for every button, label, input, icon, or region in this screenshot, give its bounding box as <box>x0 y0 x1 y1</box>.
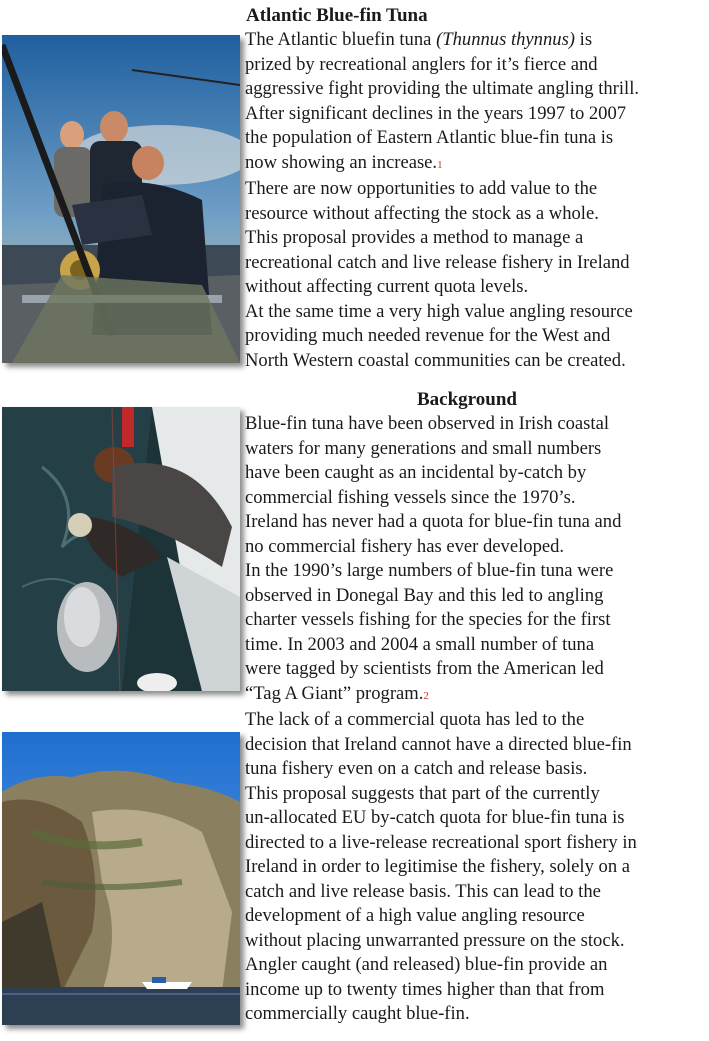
text-line: were tagged by scientists from the American led <box>245 658 604 679</box>
text-line: aggressive fight providing the ultimate angling thrill. <box>245 78 640 99</box>
anglers-fighting-tuna-photo <box>2 35 240 363</box>
text-line: resource without affecting the stock as a whole. <box>245 202 599 224</box>
text-line: catch and live release basis. This can lead to the <box>245 880 601 902</box>
text-line: prized by recreational anglers for it’s fierce and <box>245 53 598 75</box>
tuna-landing-boatside-photo <box>2 407 240 691</box>
text-line: no commercial fishery has ever developed. <box>245 535 565 557</box>
text-line: without placing unwarranted pressure on the stock. <box>245 929 625 951</box>
text-line: Angler caught (and released) blue-fin provide an <box>245 954 608 975</box>
text-line: un-allocated EU by-catch quota for blue-fin tuna is <box>245 807 625 828</box>
text-line: without affecting current quota levels. <box>245 276 529 297</box>
species-latin-name: (Thunnus thynnus) <box>436 29 575 50</box>
text-line: There are now opportunities to add value to the <box>245 178 598 199</box>
text-line: development of a high value angling resource <box>245 905 585 926</box>
text-line: commercially caught blue-fin. <box>245 1003 470 1024</box>
text-line: tuna fishery even on a catch and release basis. <box>245 758 588 779</box>
text-line: income up to twenty times higher than that from <box>245 978 605 1000</box>
text-line: decision that Ireland cannot have a directed blue-fin <box>245 733 632 755</box>
section-title-atlantic-bluefin-tuna: Atlantic Blue-fin Tuna <box>246 5 428 26</box>
text-line: now showing an increase.1 <box>245 151 443 173</box>
text-line: This proposal provides a method to manage a <box>245 227 584 248</box>
text-line: commercial fishing vessels since the 1970’s. <box>245 486 576 508</box>
text-line: The lack of a commercial quota has led to the <box>245 709 585 730</box>
text-line: The Atlantic bluefin tuna (Thunnus thynnus) is <box>245 29 593 50</box>
footnote-ref-2[interactable]: 2 <box>423 689 429 702</box>
text-line: observed in Donegal Bay and this led to angling <box>245 584 604 606</box>
text-line: Ireland in order to legitimise the fishery, solely on a <box>245 856 631 877</box>
text-line: recreational catch and live release fishery in Ireland <box>245 251 630 273</box>
text-line: Blue-fin tuna have been observed in Irish coastal <box>245 413 610 434</box>
text-line: North Western coastal communities can be created. <box>245 349 626 371</box>
background-paragraph <box>245 412 637 1027</box>
text-line: charter vessels fishing for the species for the first <box>245 609 611 630</box>
text-line: providing much needed revenue for the West and <box>245 325 611 346</box>
text-line: time. In 2003 and 2004 a small number of tuna <box>245 633 595 655</box>
text-line: After significant declines in the years 1997 to 2007 <box>245 102 627 124</box>
text-line: Ireland has never had a quota for blue-fin tuna and <box>245 511 622 532</box>
text-line: the population of Eastern Atlantic blue-fin tuna is <box>245 127 614 148</box>
intro-paragraph <box>245 28 639 373</box>
footnote-ref-1[interactable]: 1 <box>437 158 443 171</box>
text-line: At the same time a very high value angling resource <box>245 300 633 322</box>
sea-cliffs-boat-photo <box>2 732 240 1025</box>
section-title-background: Background <box>417 389 517 410</box>
text-line: have been caught as an incidental by-catch by <box>245 462 587 483</box>
text-line: directed to a live-release recreational sport fishery in <box>245 831 637 853</box>
text-line: “Tag A Giant” program.2 <box>245 682 429 704</box>
text-line: In the 1990’s large numbers of blue-fin tuna were <box>245 560 614 581</box>
text-line: This proposal suggests that part of the currently <box>245 782 600 804</box>
text-line: waters for many generations and small numbers <box>245 437 602 459</box>
